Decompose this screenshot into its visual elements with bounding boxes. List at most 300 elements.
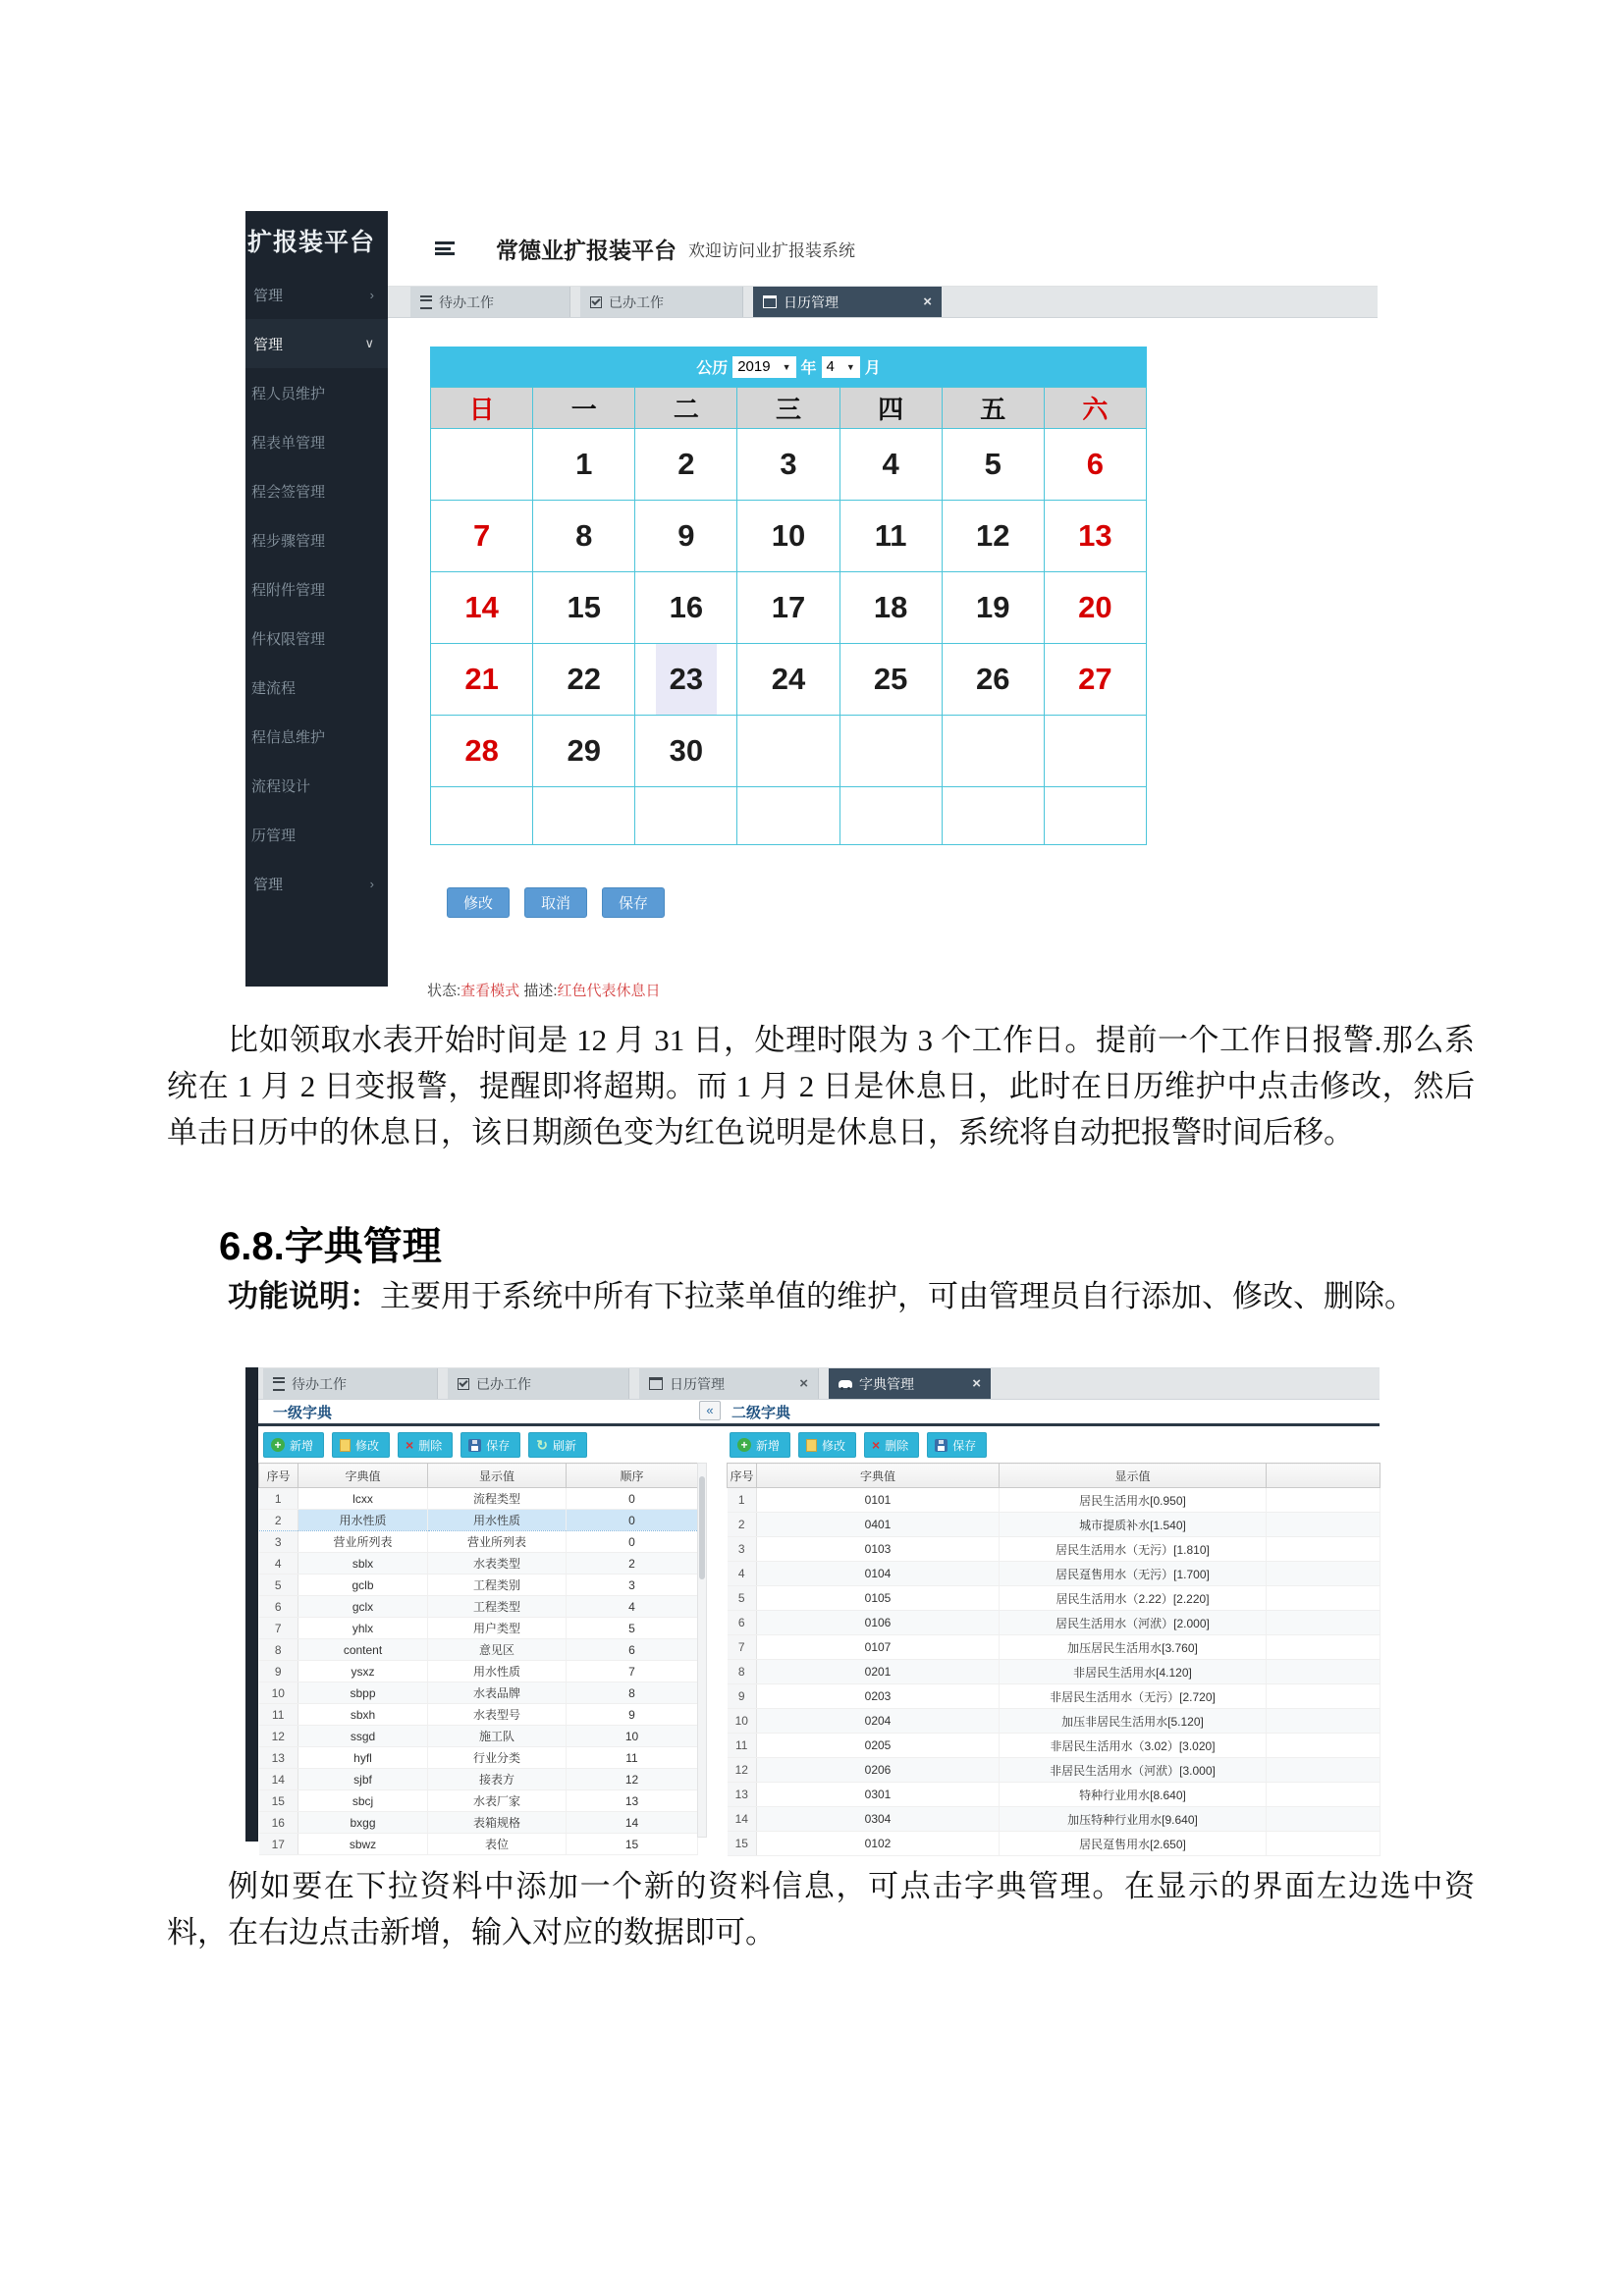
delete-icon: × — [872, 1437, 881, 1453]
cell: 11 — [567, 1747, 698, 1769]
month-value: 4 — [826, 357, 835, 375]
calendar-day-cell[interactable]: 14 — [431, 572, 533, 644]
calendar-banner — [430, 347, 1147, 387]
tab-calendar-management[interactable] — [639, 1368, 819, 1399]
add-button[interactable] — [263, 1432, 324, 1458]
cell: 9 — [259, 1661, 298, 1682]
cell: 5 — [567, 1618, 698, 1639]
table-row[interactable] — [259, 1812, 698, 1834]
cell: 6 — [567, 1639, 698, 1661]
sidebar-item-label: 件权限管理 — [251, 630, 326, 648]
calendar-week-row — [431, 644, 1147, 716]
sidebar-item[interactable] — [245, 761, 388, 810]
calendar-day-cell[interactable]: 8 — [533, 501, 635, 572]
cell: 用户类型 — [428, 1618, 567, 1639]
sidebar-item[interactable] — [245, 614, 388, 663]
table-row[interactable] — [728, 1758, 1380, 1783]
cell: 6 — [728, 1611, 757, 1635]
cell: 10 — [259, 1682, 298, 1704]
table-row[interactable] — [259, 1726, 698, 1747]
calendar-day-cell — [431, 429, 533, 501]
cell: sbcj — [298, 1790, 428, 1812]
cell: 9 — [728, 1684, 757, 1709]
calendar-day-cell[interactable]: 6 — [1044, 429, 1146, 501]
cell: 5 — [728, 1586, 757, 1611]
cell: sjbf — [298, 1769, 428, 1790]
table-row[interactable] — [728, 1537, 1380, 1562]
tab-todo-work[interactable] — [263, 1368, 438, 1399]
cell: 15 — [567, 1834, 698, 1855]
calendar-week-row — [431, 429, 1147, 501]
calendar-day-cell[interactable]: 7 — [431, 501, 533, 572]
sidebar-item-label: 程步骤管理 — [251, 532, 326, 550]
calendar-day-cell — [431, 787, 533, 845]
button-label: 刷新 — [552, 1438, 576, 1453]
weekday-header: 日 — [431, 388, 533, 429]
cell: 7 — [728, 1635, 757, 1660]
primary-dict-title: 一级字典 — [273, 1405, 333, 1421]
cell — [1267, 1758, 1380, 1783]
cell: 16 — [259, 1812, 298, 1834]
column-header[interactable]: 显示值 — [1000, 1464, 1267, 1488]
calendar-day-cell[interactable]: 25 — [839, 644, 942, 716]
sidebar-item-label: 建流程 — [251, 679, 297, 697]
close-icon[interactable]: × — [972, 1375, 981, 1392]
tab-calendar-management[interactable] — [753, 287, 942, 317]
cell — [1267, 1537, 1380, 1562]
cell: 城市提质补水[1.540] — [1000, 1513, 1267, 1537]
cell — [1267, 1635, 1380, 1660]
tab-label: 日历管理 — [670, 1375, 725, 1392]
cell: 0401 — [757, 1513, 1000, 1537]
table-row[interactable] — [728, 1660, 1380, 1684]
save-button[interactable] — [460, 1432, 520, 1458]
sidebar-item-label: 历管理 — [251, 827, 297, 844]
cell: 加压非居民生活用水[5.120] — [1000, 1709, 1267, 1734]
close-icon[interactable]: × — [923, 294, 932, 310]
body-paragraph: 比如领取水表开始时间是 12 月 31 日，处理时限为 3 个工作日。提前一个工作日报警.那么系统在 1 月 2 日变报警，提醒即将超期。而 1 月 2 日是休息日，此时在日历维护中点击修改，然后单击日历中的休息日，该日期颜色变为红色说明是休息日，系统将自动把报警时间后移。 — [167, 1023, 1475, 1149]
calendar-day-cell[interactable]: 1 — [533, 429, 635, 501]
cell: 水表类型 — [428, 1553, 567, 1575]
calendar-week-row — [431, 501, 1147, 572]
chevron-right-icon: › — [369, 287, 374, 302]
column-header[interactable]: 序号 — [259, 1464, 298, 1488]
menu-toggle-icon[interactable] — [435, 241, 455, 255]
table-row[interactable] — [259, 1639, 698, 1661]
cell: 0304 — [757, 1807, 1000, 1832]
button-label: 新增 — [290, 1438, 314, 1453]
sidebar-item[interactable] — [245, 319, 388, 368]
primary-dict-table — [258, 1463, 697, 1855]
table-row[interactable] — [259, 1747, 698, 1769]
save-icon — [468, 1439, 481, 1452]
cell: 行业分类 — [428, 1747, 567, 1769]
calendar — [430, 347, 1147, 845]
calendar-day-cell[interactable]: 27 — [1044, 644, 1146, 716]
cell: 9 — [567, 1704, 698, 1726]
save-button[interactable] — [927, 1432, 987, 1458]
year-suffix-label: 年 — [800, 360, 817, 377]
add-button[interactable] — [730, 1432, 790, 1458]
calendar-day-cell — [942, 716, 1044, 787]
list-icon — [420, 295, 432, 309]
cell — [1267, 1832, 1380, 1856]
delete-button[interactable] — [864, 1432, 919, 1458]
calendar-day-cell[interactable]: 26 — [942, 644, 1044, 716]
cell: 0105 — [757, 1586, 1000, 1611]
cell: 水表厂家 — [428, 1790, 567, 1812]
table-row[interactable] — [728, 1807, 1380, 1832]
calendar-day-cell[interactable]: 13 — [1044, 501, 1146, 572]
calendar-day-cell[interactable]: 22 — [533, 644, 635, 716]
cell: 8 — [259, 1639, 298, 1661]
sidebar-item[interactable] — [245, 564, 388, 614]
selected-day-highlight: 23 — [656, 644, 717, 715]
weekday-header-row — [431, 388, 1147, 429]
body-paragraph — [167, 1273, 1475, 1319]
status-text: 描述: — [519, 983, 558, 999]
status-line — [427, 980, 661, 1000]
table-scrollbar[interactable] — [697, 1463, 707, 1838]
chevron-down-icon: ▼ — [782, 361, 791, 372]
calendar-day-cell — [942, 787, 1044, 845]
cell: 8 — [728, 1660, 757, 1684]
cell: hyfl — [298, 1747, 428, 1769]
edit-icon — [806, 1439, 817, 1452]
cell: 表箱规格 — [428, 1812, 567, 1834]
tab-todo-work[interactable] — [410, 287, 570, 317]
table-row[interactable] — [728, 1488, 1380, 1513]
cell: 13 — [259, 1747, 298, 1769]
column-header[interactable]: 字典值 — [757, 1464, 1000, 1488]
calendar-day-cell[interactable] — [635, 644, 737, 716]
chevron-down-icon: ▼ — [845, 361, 855, 372]
cell: 7 — [567, 1661, 698, 1682]
cell — [1267, 1513, 1380, 1537]
header-row — [728, 1464, 1380, 1488]
cell: 非居民生活用水（3.02）[3.020] — [1000, 1734, 1267, 1758]
calendar-week-row — [431, 787, 1147, 845]
cell — [1267, 1488, 1380, 1513]
cell: 4 — [259, 1553, 298, 1575]
cell: 用水性质 — [298, 1510, 428, 1531]
calendar-day-cell — [737, 787, 839, 845]
button-label: 修改 — [822, 1438, 846, 1453]
secondary-dict-title: 二级字典 — [731, 1405, 791, 1421]
table-row[interactable] — [728, 1832, 1380, 1856]
cell: 11 — [259, 1704, 298, 1726]
cell: 14 — [728, 1807, 757, 1832]
cell: 2 — [728, 1513, 757, 1537]
cell: content — [298, 1639, 428, 1661]
calendar-day-cell[interactable]: 12 — [942, 501, 1044, 572]
list-icon — [273, 1377, 285, 1391]
table-row[interactable] — [728, 1513, 1380, 1537]
cell — [1267, 1783, 1380, 1807]
cell: 非居民生活用水[4.120] — [1000, 1660, 1267, 1684]
cell: bxgg — [298, 1812, 428, 1834]
calendar-day-cell[interactable]: 10 — [737, 501, 839, 572]
table-row[interactable] — [259, 1834, 698, 1855]
sidebar-item[interactable] — [245, 663, 388, 712]
check-icon — [458, 1378, 469, 1390]
calendar-icon — [649, 1377, 663, 1390]
table-row[interactable] — [728, 1783, 1380, 1807]
delete-icon: × — [406, 1437, 414, 1453]
month-suffix-label: 月 — [864, 360, 881, 377]
cell: 意见区 — [428, 1639, 567, 1661]
cell: 居民生活用水（无污）[1.810] — [1000, 1537, 1267, 1562]
edit-button[interactable]: 修改 — [447, 887, 510, 918]
save-icon — [935, 1439, 947, 1452]
table-row[interactable] — [728, 1586, 1380, 1611]
calendar-day-cell[interactable]: 18 — [839, 572, 942, 644]
button-label: 新增 — [756, 1438, 781, 1453]
button-label: 删除 — [418, 1438, 443, 1453]
sidebar-item[interactable] — [245, 466, 388, 515]
add-icon: + — [271, 1438, 285, 1452]
cell: 工程类型 — [428, 1596, 567, 1618]
sidebar-item[interactable] — [245, 417, 388, 466]
cell: 12 — [567, 1769, 698, 1790]
cell — [1267, 1562, 1380, 1586]
column-header[interactable] — [1267, 1464, 1380, 1488]
cell: ysxz — [298, 1661, 428, 1682]
cell: 水表型号 — [428, 1704, 567, 1726]
cell — [1267, 1709, 1380, 1734]
calendar-day-cell[interactable]: 5 — [942, 429, 1044, 501]
status-text: 状态: — [427, 983, 461, 999]
cell: 0205 — [757, 1734, 1000, 1758]
sidebar-item[interactable] — [245, 515, 388, 564]
table-row[interactable] — [259, 1596, 698, 1618]
calendar-day-cell[interactable]: 3 — [737, 429, 839, 501]
cell: 15 — [259, 1790, 298, 1812]
cell: sbpp — [298, 1682, 428, 1704]
cell: 营业所列表 — [428, 1531, 567, 1553]
cell: 3 — [728, 1537, 757, 1562]
tab-label: 待办工作 — [292, 1375, 347, 1392]
cell: 14 — [567, 1812, 698, 1834]
cell: 0301 — [757, 1783, 1000, 1807]
cell: 加压特种行业用水[9.640] — [1000, 1807, 1267, 1832]
edit-button[interactable] — [798, 1432, 856, 1458]
cell: 非居民生活用水（无污）[2.720] — [1000, 1684, 1267, 1709]
column-header[interactable]: 显示值 — [428, 1464, 567, 1488]
month-select[interactable] — [822, 356, 860, 378]
add-icon: + — [737, 1438, 751, 1452]
weekday-header: 六 — [1044, 388, 1146, 429]
sidebar — [245, 211, 388, 987]
edit-button[interactable] — [332, 1432, 390, 1458]
app-title: 常德业扩报装平台 — [496, 237, 677, 263]
collapse-panel-button[interactable]: « — [699, 1401, 721, 1420]
sidebar-item[interactable] — [245, 810, 388, 859]
close-icon[interactable]: × — [799, 1375, 808, 1392]
sidebar-item[interactable] — [245, 368, 388, 417]
cell: sbwz — [298, 1834, 428, 1855]
table-row[interactable] — [728, 1635, 1380, 1660]
cell: gclb — [298, 1575, 428, 1596]
section-heading: 6.8.字典管理 — [219, 1225, 442, 1268]
calendar-day-cell — [737, 716, 839, 787]
calendar-day-cell — [839, 716, 942, 787]
cell: 7 — [259, 1618, 298, 1639]
weekday-header: 一 — [533, 388, 635, 429]
calendar-day-cell[interactable]: 28 — [431, 716, 533, 787]
cell: 营业所列表 — [298, 1531, 428, 1553]
cell: 5 — [259, 1575, 298, 1596]
cell: 1 — [259, 1488, 298, 1510]
cell: 0104 — [757, 1562, 1000, 1586]
column-header[interactable]: 字典值 — [298, 1464, 428, 1488]
calendar-day-cell[interactable]: 24 — [737, 644, 839, 716]
cell: 0201 — [757, 1660, 1000, 1684]
cell: 13 — [728, 1783, 757, 1807]
cell — [1267, 1807, 1380, 1832]
chevron-down-icon: ∨ — [364, 336, 374, 350]
cell: 特种行业用水[8.640] — [1000, 1783, 1267, 1807]
weekday-header: 四 — [839, 388, 942, 429]
paragraph-label: 功能说明： — [228, 1279, 380, 1313]
table-row[interactable] — [259, 1661, 698, 1682]
calendar-management-screenshot — [245, 211, 1378, 1011]
cell: 12 — [728, 1758, 757, 1783]
table-row[interactable] — [259, 1553, 698, 1575]
delete-button[interactable] — [398, 1432, 453, 1458]
cell: 10 — [728, 1709, 757, 1734]
calendar-week-row — [431, 572, 1147, 644]
cell: 3 — [567, 1575, 698, 1596]
cell: sbxh — [298, 1704, 428, 1726]
weekday-header: 三 — [737, 388, 839, 429]
save-button[interactable]: 保存 — [602, 887, 665, 918]
cell: 水表品牌 — [428, 1682, 567, 1704]
table-row[interactable] — [259, 1575, 698, 1596]
cell: 居民生活用水（河洑）[2.000] — [1000, 1611, 1267, 1635]
calendar-day-cell[interactable]: 30 — [635, 716, 737, 787]
main-area — [388, 211, 1378, 1011]
sidebar-item[interactable] — [245, 712, 388, 761]
secondary-dict-table — [727, 1463, 1380, 1856]
panel-divider — [258, 1423, 1380, 1426]
cell: 0102 — [757, 1832, 1000, 1856]
cell: 12 — [259, 1726, 298, 1747]
calendar-day-cell[interactable]: 2 — [635, 429, 737, 501]
calendar-day-cell[interactable]: 16 — [635, 572, 737, 644]
table-row[interactable] — [259, 1618, 698, 1639]
cell: 居民趸售用水[2.650] — [1000, 1832, 1267, 1856]
table-row[interactable] — [728, 1562, 1380, 1586]
table-row[interactable] — [728, 1709, 1380, 1734]
table-row[interactable] — [259, 1790, 698, 1812]
calendar-day-cell[interactable]: 20 — [1044, 572, 1146, 644]
cell: 1 — [728, 1488, 757, 1513]
sidebar-item-label: 管理 — [253, 287, 284, 304]
button-label: 删除 — [885, 1438, 909, 1453]
cell: 加压居民生活用水[3.760] — [1000, 1635, 1267, 1660]
calendar-day-cell — [635, 787, 737, 845]
table-row[interactable] — [728, 1734, 1380, 1758]
tab-done-work[interactable] — [448, 1368, 629, 1399]
calendar-day-cell[interactable]: 19 — [942, 572, 1044, 644]
weekday-header: 五 — [942, 388, 1044, 429]
cell: 0 — [567, 1488, 698, 1510]
cell: 居民生活用水[0.950] — [1000, 1488, 1267, 1513]
tab-dictionary-management[interactable] — [829, 1368, 991, 1399]
cell: 8 — [567, 1682, 698, 1704]
tab-label: 日历管理 — [784, 294, 839, 310]
table-row[interactable] — [728, 1684, 1380, 1709]
cell: 接表方 — [428, 1769, 567, 1790]
tab-label: 已办工作 — [609, 294, 664, 310]
button-label: 保存 — [486, 1438, 511, 1453]
tab-bar — [258, 1367, 1380, 1400]
column-header[interactable]: 序号 — [728, 1464, 757, 1488]
calendar-day-cell[interactable]: 9 — [635, 501, 737, 572]
sidebar-item-label: 程附件管理 — [251, 581, 326, 599]
table-row[interactable] — [259, 1682, 698, 1704]
cell — [1267, 1586, 1380, 1611]
sidebar-menu — [245, 270, 388, 908]
scrollbar-thumb[interactable] — [699, 1476, 705, 1579]
cell: 10 — [567, 1726, 698, 1747]
cell: 0106 — [757, 1611, 1000, 1635]
table-row[interactable] — [728, 1611, 1380, 1635]
cell: 17 — [259, 1834, 298, 1855]
refresh-button[interactable] — [528, 1432, 587, 1458]
app-logo: 扩报装平台 — [247, 229, 376, 256]
edit-icon — [340, 1439, 351, 1452]
cell: 流程类型 — [428, 1488, 567, 1510]
cell — [1267, 1611, 1380, 1635]
table-row[interactable] — [259, 1510, 698, 1531]
tab-label: 待办工作 — [439, 294, 494, 310]
table-row[interactable] — [259, 1531, 698, 1553]
calendar-day-cell[interactable]: 4 — [839, 429, 942, 501]
year-select[interactable] — [732, 356, 795, 378]
panel-title-row — [258, 1398, 1380, 1426]
paragraph-text: 主要用于系统中所有下拉菜单值的维护，可由管理员自行添加、修改、删除。 — [380, 1279, 1415, 1313]
cancel-button[interactable]: 取消 — [524, 887, 587, 918]
column-header[interactable]: 顺序 — [567, 1464, 698, 1488]
sidebar-item-label: 管理 — [253, 876, 284, 893]
cell: 施工队 — [428, 1726, 567, 1747]
cell: 居民生活用水（2.22）[2.220] — [1000, 1586, 1267, 1611]
refresh-icon: ↻ — [536, 1437, 548, 1453]
cell: 0 — [567, 1531, 698, 1553]
calendar-day-cell[interactable]: 15 — [533, 572, 635, 644]
tab-bar — [388, 286, 1378, 318]
calendar-day-cell[interactable]: 21 — [431, 644, 533, 716]
cell: 4 — [567, 1596, 698, 1618]
table-row[interactable] — [259, 1488, 698, 1510]
cell — [1267, 1734, 1380, 1758]
table-row[interactable] — [259, 1769, 698, 1790]
sidebar-item[interactable] — [245, 859, 388, 908]
cell — [1267, 1660, 1380, 1684]
calendar-day-cell[interactable]: 11 — [839, 501, 942, 572]
calendar-day-cell[interactable]: 17 — [737, 572, 839, 644]
tab-done-work[interactable] — [580, 287, 743, 317]
table-row[interactable] — [259, 1704, 698, 1726]
calendar-type-label: 公历 — [696, 360, 729, 377]
sidebar-item[interactable] — [245, 270, 388, 319]
cell: 用水性质 — [428, 1661, 567, 1682]
cell: yhlx — [298, 1618, 428, 1639]
calendar-day-cell[interactable]: 29 — [533, 716, 635, 787]
cell: 0 — [567, 1510, 698, 1531]
